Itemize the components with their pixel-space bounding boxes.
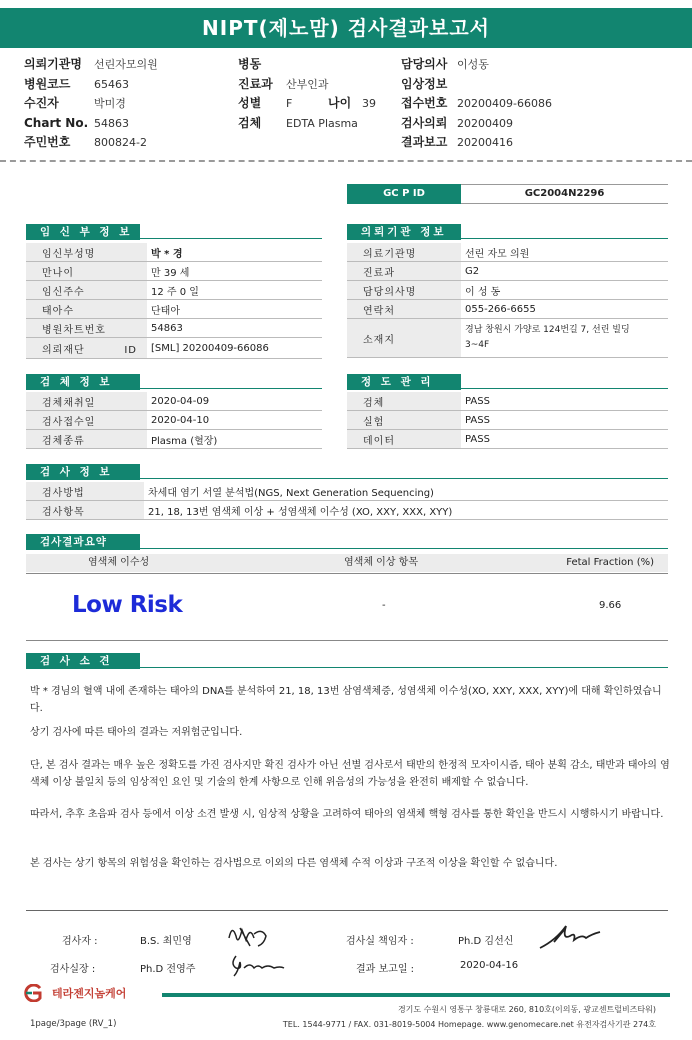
table-row xyxy=(347,300,668,319)
section-underline xyxy=(140,238,322,239)
report-date-value: 2020-04-16 xyxy=(460,960,519,971)
table-row xyxy=(347,392,668,411)
table-row xyxy=(26,501,668,520)
row-value: 21, 18, 13번 염색체 이상 + 성염색체 이수성 (XO, XXY, XXX, XYY) xyxy=(144,501,668,520)
table-row xyxy=(347,411,668,430)
gcpid-label: GC P ID xyxy=(347,184,461,204)
header-label: 검사의뢰 xyxy=(401,115,448,130)
row-key: 실험 xyxy=(347,411,461,430)
footer-address: 경기도 수원시 영통구 창룡대로 260, 810호(이의동, 광교센트럴비즈타워) xyxy=(397,1005,656,1014)
table-row xyxy=(347,319,668,358)
row-key: 의뢰재단 ID xyxy=(26,338,147,359)
address-line-2: 3~4F xyxy=(465,340,490,350)
header-col1 xyxy=(24,55,158,153)
table-row xyxy=(26,430,322,449)
header-label: 접수번호 xyxy=(401,96,448,110)
table-row xyxy=(26,281,322,300)
row-value: PASS xyxy=(461,430,668,449)
header-col3 xyxy=(401,55,552,153)
section-summary: 검사결과요약 xyxy=(26,534,140,550)
header-value: 선린자모의원 xyxy=(94,58,158,71)
row-value xyxy=(461,319,668,358)
row-key: 연락처 xyxy=(347,300,461,319)
row-key: 검사방법 xyxy=(26,482,144,501)
row-value: PASS xyxy=(461,411,668,430)
age-label: 나이 xyxy=(328,96,352,110)
finding-paragraph: 따라서, 추후 초음파 검사 등에서 이상 소견 발생 시, 임상적 상황을 고려하여 태아의 염색체 핵형 검사를 통한 확인을 반드시 시행하시기 바랍니다. xyxy=(30,809,664,820)
row-key: 임신부성명 xyxy=(26,243,147,262)
header-label: 결과보고 xyxy=(401,135,448,149)
table-row xyxy=(26,319,322,338)
header-value: EDTA Plasma xyxy=(286,116,358,130)
row-key: 만나이 xyxy=(26,262,147,281)
finding-paragraph: 본 검사는 상기 항목의 위험성을 확인하는 검사법으로 이외의 다른 염색체 수적 이상과 구조적 이상을 확인할 수 없습니다. xyxy=(30,858,558,869)
row-value: 2020-04-10 xyxy=(147,411,322,430)
signature-divider xyxy=(26,910,668,911)
lab-head-signature xyxy=(536,918,606,954)
table-row xyxy=(347,243,668,262)
lab-chief-label: 검사실장 : xyxy=(50,964,96,975)
summary-col-aneuploidy: 염색체 이수성 xyxy=(88,557,150,568)
header-label: 병동 xyxy=(238,57,262,71)
section-underline xyxy=(140,667,668,668)
row-value: PASS xyxy=(461,392,668,411)
finding-paragraph: 상기 검사에 따른 태아의 결과는 저위험군입니다. xyxy=(30,727,243,738)
section-specimen-info: 검 체 정 보 xyxy=(26,374,140,390)
table-row xyxy=(26,411,322,430)
company-logo xyxy=(22,984,126,1002)
row-key: 병원차트번호 xyxy=(26,319,147,338)
row-key: 검체 xyxy=(347,392,461,411)
report-date-label: 결과 보고일 : xyxy=(356,964,415,975)
header-col2 xyxy=(238,55,376,133)
section-quality-control: 정 도 관 리 xyxy=(347,374,461,390)
address-line-1: 경남 창원시 가양로 124번길 7, 선린 빌딩 xyxy=(465,325,630,335)
finding-paragraph: 단, 본 검사 결과는 매우 높은 정확도를 가진 검사지만 확진 검사가 아닌 선별 검사로서 태반의 한정적 모자이시즘, 태아 분획 감소, 태반과 태아의 염색체 이상 불일치 등의 임상적인 요인 및 기술의 한계 사항으로 인해 위음성의 가능성을 완전히 배제할 수 없습니다. xyxy=(30,760,670,788)
header-label: 병원코드 xyxy=(24,76,71,91)
row-key: 진료과 xyxy=(347,262,461,281)
pregnancy-table xyxy=(26,243,322,359)
row-value: 만 39 세 xyxy=(147,262,322,281)
row-key: 태아수 xyxy=(26,300,147,319)
row-key: 의료기관명 xyxy=(347,243,461,262)
row-key: 검체채취일 xyxy=(26,392,147,411)
section-underline xyxy=(140,548,668,549)
institution-table xyxy=(347,243,668,358)
header-value: 20200409 xyxy=(457,116,513,130)
lab-head-name: Ph.D 김선신 xyxy=(458,936,514,947)
header-value: 박미경 xyxy=(94,97,126,110)
row-value: 선린 자모 의원 xyxy=(461,243,668,262)
logo-mark-icon xyxy=(22,984,48,1002)
header-label: 의뢰기관명 xyxy=(24,57,82,71)
row-value: 12 주 0 일 xyxy=(147,281,322,300)
section-test-info: 검 사 정 보 xyxy=(26,464,140,480)
header-label: 성별 xyxy=(238,96,262,110)
row-value: 이 성 동 xyxy=(461,281,668,300)
header-label: 진료과 xyxy=(238,76,273,91)
finding-paragraph: 박 * 경님의 혈액 내에 존재하는 태아의 DNA를 분석하여 21, 18, 13번 삼염색체증, 성염색체 이수성(XO, XXY, XXX, XYY)에 대해 확인하였습니다. xyxy=(30,686,662,714)
age-value: 39 xyxy=(362,97,376,110)
lab-head-label: 검사실 책임자 : xyxy=(346,936,414,947)
header-value: 산부인과 xyxy=(286,77,329,91)
row-value: 단태아 xyxy=(147,300,322,319)
row-value: 2020-04-09 xyxy=(147,392,322,411)
header-value: 800824-2 xyxy=(94,136,147,149)
page-number: 1page/3page (RV_1) xyxy=(30,1019,117,1029)
dashed-divider xyxy=(0,160,692,162)
report-title: NIPT(제노맘) 검사결과보고서 xyxy=(0,8,692,48)
table-row xyxy=(26,392,322,411)
table-row xyxy=(26,243,322,262)
header-value: 65463 xyxy=(94,77,129,91)
tester-label: 검사자 : xyxy=(62,936,98,947)
abnormal-value: - xyxy=(382,600,386,611)
header-value: 20200409-66086 xyxy=(457,97,552,110)
gcpid-value: GC2004N2296 xyxy=(461,184,668,204)
summary-col-abnormal: 염색체 이상 항목 xyxy=(344,557,418,568)
specimen-table xyxy=(26,392,322,449)
lab-chief-name: Ph.D 전영주 xyxy=(140,964,196,975)
row-key: 데이터 xyxy=(347,430,461,449)
row-value: 055-266-6655 xyxy=(461,300,668,319)
row-value: Plasma (혈장) xyxy=(147,430,322,449)
summary-col-fetal-fraction: Fetal Fraction (%) xyxy=(566,557,654,568)
row-key: 임신주수 xyxy=(26,281,147,300)
summary-header xyxy=(26,554,668,572)
section-underline xyxy=(461,238,668,239)
header-value: 54863 xyxy=(94,116,129,130)
row-key: 검사항목 xyxy=(26,501,144,520)
row-value: G2 xyxy=(461,262,668,281)
header-value: 20200416 xyxy=(457,136,513,149)
header-label: 주민번호 xyxy=(24,135,71,149)
summary-divider xyxy=(26,640,668,641)
footer-bar xyxy=(162,993,670,997)
row-value: 차세대 염기 서열 분석법(NGS, Next Generation Sequencing) xyxy=(144,482,668,501)
fetal-fraction-value: 9.66 xyxy=(599,600,622,611)
table-row xyxy=(26,482,668,501)
header-label: 담당의사 xyxy=(401,57,448,71)
logo-text: 테라젠지놈케어 xyxy=(52,987,127,1000)
header-label: 검체 xyxy=(238,115,262,130)
row-value: [SML] 20200409-66086 xyxy=(147,338,322,359)
section-underline xyxy=(140,478,668,479)
header-value: F xyxy=(286,97,293,110)
section-pregnancy-info: 임 신 부 정 보 xyxy=(26,224,140,240)
section-findings: 검 사 소 견 xyxy=(26,653,140,669)
row-key: 검사접수일 xyxy=(26,411,147,430)
result-low-risk: Low Risk xyxy=(72,592,183,618)
header-label: Chart No. xyxy=(24,115,89,130)
row-value: 54863 xyxy=(147,319,322,338)
row-key: 검체종류 xyxy=(26,430,147,449)
summary-divider xyxy=(26,573,668,574)
header-label: 임상정보 xyxy=(401,76,448,91)
row-key: 담당의사명 xyxy=(347,281,461,300)
table-row xyxy=(347,281,668,300)
tester-name: B.S. 최민영 xyxy=(140,936,192,947)
table-row xyxy=(347,430,668,449)
test-table xyxy=(26,482,668,520)
section-underline xyxy=(140,388,322,389)
table-row xyxy=(26,338,322,359)
section-institution-info: 의뢰기관 정보 xyxy=(347,224,461,240)
row-key: 소재지 xyxy=(347,319,461,358)
header-value: 이성동 xyxy=(457,58,489,71)
table-row xyxy=(347,262,668,281)
section-underline xyxy=(461,388,668,389)
lab-chief-signature xyxy=(228,950,288,980)
qc-table xyxy=(347,392,668,449)
row-value: 박 * 경 xyxy=(147,243,322,262)
footer-contact: TEL. 1544-9771 / FAX. 031-8019-5004 Homepage. www.genomecare.net 유전자검사기관 274호 xyxy=(282,1020,656,1029)
table-row xyxy=(26,262,322,281)
table-row xyxy=(26,300,322,319)
header-label: 수진자 xyxy=(24,96,59,110)
